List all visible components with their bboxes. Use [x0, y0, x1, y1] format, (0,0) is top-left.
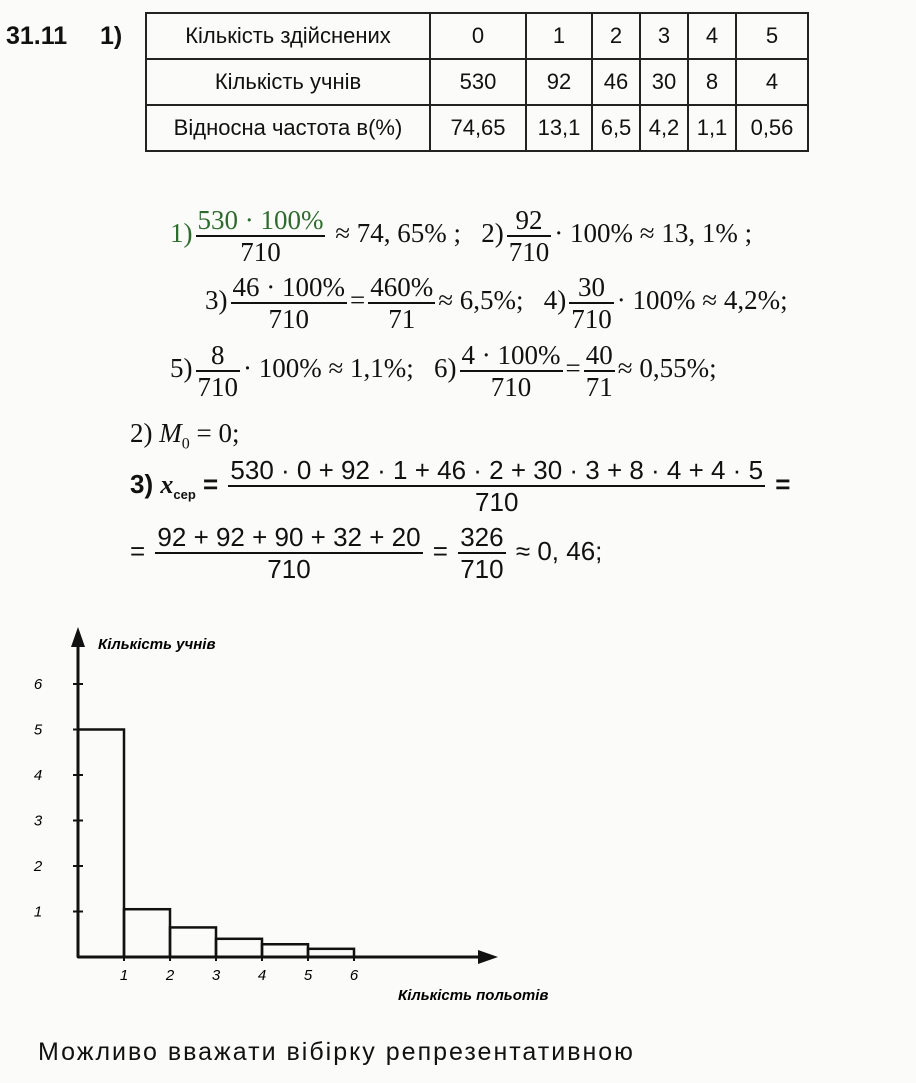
table-cell: 530	[430, 59, 526, 105]
fraction	[458, 522, 505, 584]
y-tick-label: 4	[33, 767, 43, 784]
equals: =	[432, 535, 448, 566]
part-label: 1)	[100, 22, 123, 50]
row-header: Відносна частота в(%)	[146, 105, 430, 151]
table-row	[146, 105, 808, 151]
table-cell: 46	[592, 59, 640, 105]
y-tick-label: 1	[33, 903, 43, 921]
calc-line-3	[170, 340, 717, 402]
x-tick-label: 1	[119, 967, 129, 984]
denominator: 710	[490, 372, 532, 402]
table-cell: 0,56	[736, 105, 808, 151]
histogram-bar-2	[124, 909, 170, 957]
result: ≈ 0,55%;	[617, 353, 717, 384]
fraction	[569, 272, 614, 334]
table-cell: 1,1	[688, 105, 736, 151]
histogram-bar-1	[78, 730, 124, 958]
numerator: 8	[196, 340, 241, 372]
fraction	[507, 205, 552, 267]
denominator: 710	[571, 304, 612, 334]
result: ≈ 6,5%;	[438, 285, 524, 316]
fraction	[155, 522, 422, 584]
equals: =	[349, 285, 366, 316]
table-cell: 30	[640, 59, 688, 105]
denominator: 71	[388, 304, 416, 334]
table-cell: 74,65	[430, 105, 526, 151]
denominator: 710	[240, 237, 281, 267]
equals: =	[565, 353, 581, 384]
numerator: 460%	[370, 272, 434, 302]
y-axis-title: Кількість учнів	[98, 636, 216, 653]
numerator: 4 · 100%	[461, 340, 561, 370]
x-axis-title: Кількість польотів	[398, 987, 549, 1004]
result: ≈ 74, 65% ;	[335, 218, 462, 249]
mode-value: = 0;	[189, 418, 240, 448]
denominator: 710	[267, 554, 311, 584]
numerator: 30	[569, 272, 614, 304]
calc-line-1	[170, 205, 752, 267]
item-number: 6)	[434, 353, 457, 384]
numerator: 326	[460, 522, 504, 552]
mode-line	[130, 418, 239, 453]
histogram-chart	[0, 615, 620, 1015]
x-tick-label: 6	[349, 967, 359, 984]
table-cell: 5	[736, 13, 808, 59]
y-tick-label: 2	[33, 858, 43, 875]
fraction	[228, 455, 765, 517]
problem-number: 31.11	[6, 22, 68, 50]
item-number: 1)	[170, 218, 193, 249]
equals: =	[130, 535, 146, 566]
frequency-table	[145, 12, 809, 152]
row-header: Кількість здійснених	[146, 13, 430, 59]
mode-symbol: M	[159, 418, 182, 448]
mean-subscript: сер	[173, 487, 196, 503]
item-number: 3)	[130, 468, 154, 499]
y-tick-label: 3	[33, 812, 43, 830]
x-tick-label: 5	[303, 967, 313, 984]
histogram-bar-4	[216, 939, 262, 957]
table-cell: 4	[688, 13, 736, 59]
x-tick-label: 3	[211, 967, 221, 984]
table-cell: 3	[640, 13, 688, 59]
fraction	[460, 340, 563, 402]
denominator: 710	[460, 554, 504, 584]
numerator: 530 · 100%	[197, 205, 324, 235]
chart-axes	[71, 627, 498, 964]
numerator: 46 · 100%	[232, 272, 345, 302]
item-number: 2)	[130, 418, 153, 448]
mean-line	[130, 455, 790, 517]
denominator: 710	[475, 487, 519, 517]
result: · 100% ≈ 4,2%;	[616, 285, 788, 316]
numerator: 92	[507, 205, 552, 237]
x-axis-arrow	[478, 950, 498, 964]
table-row	[146, 59, 808, 105]
fraction	[196, 340, 241, 402]
table-cell: 8	[688, 59, 736, 105]
result: · 100% ≈ 1,1%;	[243, 353, 414, 384]
equals: =	[203, 468, 219, 499]
item-number: 4)	[543, 285, 567, 316]
table-cell: 1	[526, 13, 592, 59]
numerator: 530 · 0 + 92 · 1 + 46 · 2 + 30 · 3 + 8 · 4 + 4 · 5	[230, 455, 764, 485]
fraction	[584, 340, 615, 402]
calc-line-2	[205, 272, 788, 334]
table-cell: 4	[736, 59, 808, 105]
table-cell: 13,1	[526, 105, 592, 151]
histogram-bar-3	[170, 927, 216, 957]
table-cell: 4,2	[640, 105, 688, 151]
denominator: 710	[197, 372, 238, 402]
row-header: Кількість учнів	[146, 59, 430, 105]
table-cell: 0	[430, 13, 526, 59]
table-cell: 2	[592, 13, 640, 59]
denominator: 710	[508, 237, 550, 267]
item-number: 3)	[205, 285, 228, 316]
table-row	[146, 13, 808, 59]
denominator: 71	[585, 372, 613, 402]
mean-symbol: x	[160, 469, 174, 499]
conclusion-text: Можливо вважати вібірку репрезентативною	[38, 1038, 635, 1066]
y-tick-label: 5	[33, 721, 43, 739]
denominator: 710	[268, 304, 309, 334]
histogram-bar-5	[262, 944, 308, 957]
mode-subscript: 0	[181, 435, 190, 453]
table-cell: 92	[526, 59, 592, 105]
fraction	[368, 272, 435, 334]
x-tick-label: 2	[165, 967, 175, 984]
histogram-bar-6	[308, 949, 354, 957]
fraction	[231, 272, 347, 334]
mean-continuation	[130, 522, 602, 584]
numerator: 92 + 92 + 90 + 32 + 20	[157, 522, 421, 552]
y-axis-arrow	[71, 627, 85, 647]
item-number: 5)	[170, 353, 193, 384]
item-number: 2)	[481, 218, 504, 249]
equals: =	[775, 468, 791, 499]
result: · 100% ≈ 13, 1% ;	[554, 218, 753, 249]
x-tick-label: 4	[257, 967, 267, 984]
result: ≈ 0, 46;	[515, 535, 603, 566]
fraction	[196, 205, 326, 267]
table-cell: 6,5	[592, 105, 640, 151]
y-tick-label: 6	[33, 676, 43, 693]
numerator: 40	[585, 340, 613, 370]
